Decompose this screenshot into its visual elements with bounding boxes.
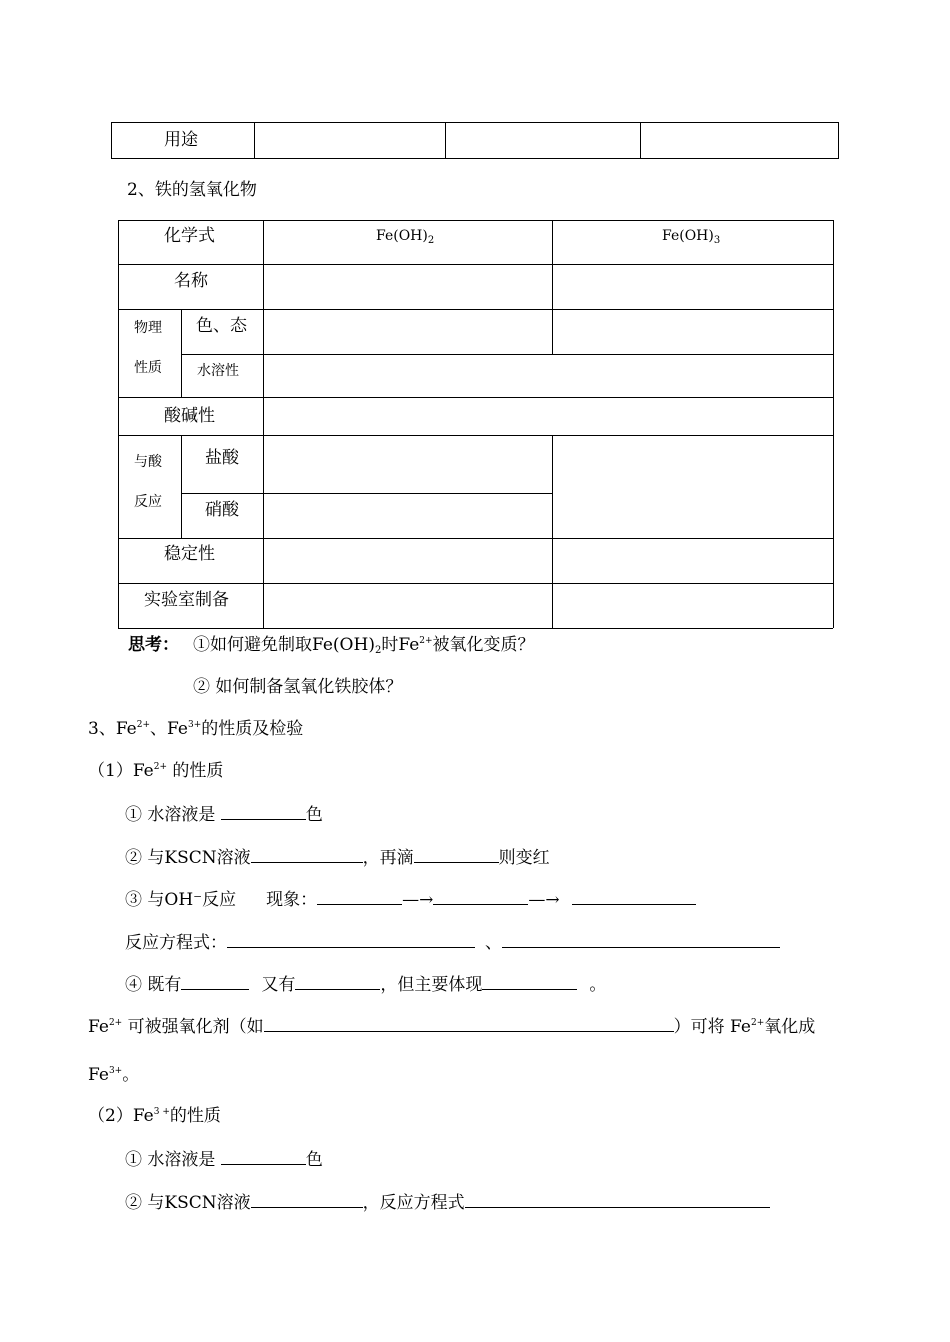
row-color-state: 色、态: [196, 316, 247, 336]
row-stability: 稳定性: [164, 544, 215, 564]
row-solubility: 水溶性: [197, 363, 239, 379]
blank-oxidants[interactable]: [264, 1017, 674, 1032]
sub2-item1: ① 水溶液是 色: [125, 1150, 323, 1170]
row-acidity: 酸碱性: [164, 406, 215, 426]
blank-both-2[interactable]: [295, 975, 380, 990]
section3-heading: 3、$Fe^{2+}$、$Fe^{3+}$的性质及检验: [88, 719, 304, 739]
sub1-item2: ② 与KSCN溶液 ，再滴 则变红: [125, 848, 550, 868]
sub1-equation: 反应方程式： 、: [125, 933, 780, 952]
blank-fe3-equation[interactable]: [465, 1193, 770, 1208]
blank-phenom-1[interactable]: [317, 890, 402, 905]
think-question-1: ①如何避免制取Fe(OH)2时$Fe^{2+}$被氧化变质？: [193, 635, 535, 656]
row-physical-line2: 性质: [134, 360, 162, 376]
header-formula-label: 化学式: [164, 226, 215, 246]
row-acid-line2: 反应: [134, 494, 162, 510]
header-feoh3: $Fe(OH)_3$: [662, 228, 721, 246]
section2-heading: 2、铁的氢氧化物: [127, 180, 257, 200]
sub1-title: $(1)Fe^{2+}$ 的性质: [88, 761, 224, 781]
blank-phenom-2[interactable]: [433, 890, 528, 905]
think-question-2: ② 如何制备氢氧化铁胶体？: [193, 677, 403, 697]
blank-fe3-color[interactable]: [221, 1150, 306, 1165]
header-feoh2: $Fe(OH)_2$: [376, 228, 435, 246]
blank-phenom-3[interactable]: [572, 890, 696, 905]
blank-fe2-color[interactable]: [221, 805, 306, 820]
sub2-item2: ② 与KSCN溶液 ，反应方程式: [125, 1193, 770, 1212]
blank-fe3-kscn[interactable]: [251, 1193, 363, 1208]
think-label: 思考：: [128, 635, 179, 655]
row-name: 名称: [174, 271, 208, 291]
row-hno3: 硝酸: [205, 500, 239, 520]
blank-both-1[interactable]: [181, 975, 249, 990]
blank-equation-2[interactable]: [502, 933, 780, 948]
row-lab-prep: 实验室制备: [144, 590, 229, 610]
row-acid-line1: 与酸: [134, 454, 162, 470]
row-hcl: 盐酸: [205, 448, 239, 468]
blank-fe2-kscn[interactable]: [251, 848, 363, 863]
blank-fe2-add[interactable]: [414, 848, 499, 863]
sub1-oxidation-line1: $Fe^{2+}$ 可被强氧化剂（如 ）可将 $Fe^{2+}$氧化成: [88, 1017, 816, 1037]
sub1-item4: ④ 既有 又有 ，但主要体现 。: [125, 975, 607, 995]
blank-equation-1[interactable]: [227, 933, 475, 948]
sub2-title: $(2)Fe^{3 +}$的性质: [88, 1106, 221, 1126]
sub1-item1: ① 水溶液是 色: [125, 805, 323, 825]
row-physical-line1: 物理: [134, 320, 162, 336]
sub1-item3: ③ 与OH⁻反应 现象： —→ —→: [125, 890, 696, 909]
blank-main[interactable]: [482, 975, 577, 990]
sub1-oxidation-line2: $Fe^{3+}$。: [88, 1065, 140, 1085]
row-label-use: 用途: [164, 130, 198, 150]
